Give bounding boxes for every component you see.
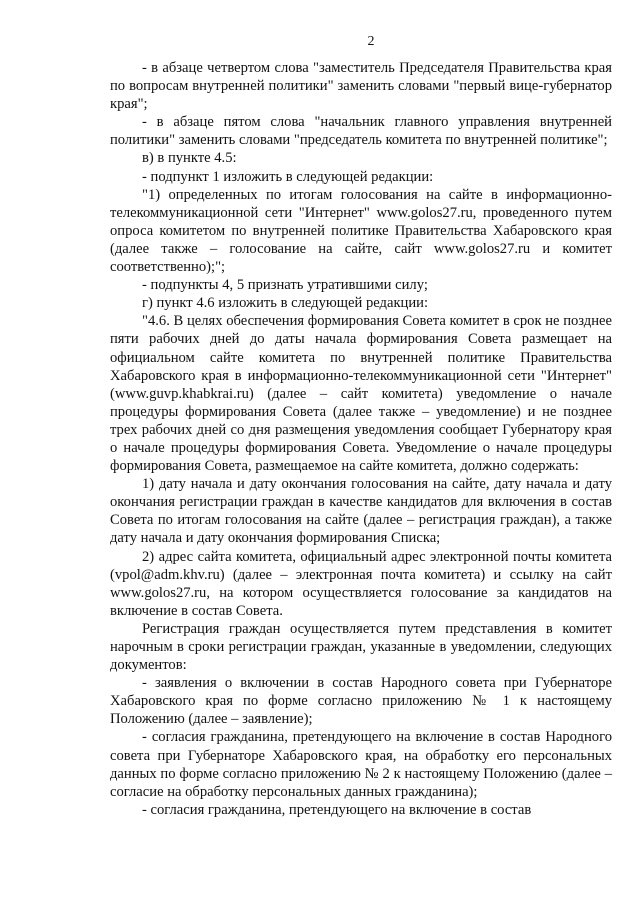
paragraph-11: Регистрация граждан осуществляется путем представления в комитет нарочным в сроки регистрации граждан, указанные в уведомлении, следующих документов: (110, 620, 612, 674)
paragraph-3: в) в пункте 4.5: (142, 150, 237, 167)
paragraph-12: - заявления о включении в состав Народного совета при Губернаторе Хабаровского края по форме согласно приложению № 1 к настоящему Положению (далее – заявление); (110, 675, 612, 728)
paragraph-2: - в абзаце пятом слова "начальник главного управления внутренней политики" заменить словами "председатель комитета по внутренней политике"; (110, 114, 612, 149)
page-number: 2 (367, 34, 375, 49)
paragraph-6: - подпункты 4, 5 признать утратившими силу; (142, 277, 428, 294)
paragraph-7: г) пункт 4.6 изложить в следующей редакции: (142, 295, 429, 312)
paragraph-8: "4.6. В целях обеспечения формирования Совета комитет в срок не позднее пяти рабочих дней до даты начала формирования Совета размещает на официальном сайте комитета по внутренней политике Правительства Хабаровского края в информационно-телекоммуникационной сети "Интернет" (www.guvp.khabkrai.ru) (далее – сайт комитета) уведомление о начале процедуры формирования Совета (далее также – уведомление) и не позднее трех рабочих дней со дня размещения уведомления сообщает Губернатору края о начале процедуры формирования Совета. Уведомление о начале процедуры формирования Совета, размещаемое на сайте комитета, должно содержать: (110, 313, 612, 475)
paragraph-4: - подпункт 1 изложить в следующей редакции: (142, 168, 434, 185)
paragraph-9: 1) дату начала и дату окончания голосования на сайте, дату начала и дату окончания регистрации граждан в качестве кандидатов для включения в состав Совета по итогам голосования на сайте (далее – регистрация граждан), а также дату начала и дату окончания формирования Списка; (110, 476, 612, 547)
paragraph-10: 2) адрес сайта комитета, официальный адрес электронной почты комитета (vpol@adm.khv.ru) (далее – электронная почта комитета) и ссылку на сайт www.golos27.ru, на котором осуществляется голосование за кандидатов на включение в состав Совета. (110, 548, 612, 619)
paragraph-13: - согласия гражданина, претендующего на включение в состав Народного совета при Губернаторе Хабаровского края, на обработку его персональных данных по форме согласно приложению № 2 к настоящему Положению (далее – согласие на обработку персональных данных гражданина); (110, 729, 612, 800)
paragraph-5: "1) определенных по итогам голосования на сайте в информационно-телекоммуникационной сети "Интернет" www.golos27.ru, проведенного путем опроса комитетом по внутренней политике Правительства Хабаровского края (далее также – голосование на сайте, сайт www.golos27.ru и комитет соответственно);"; (110, 186, 612, 276)
paragraph-14: - согласия гражданина, претендующего на включение в состав (142, 801, 532, 818)
paragraph-1: - в абзаце четвертом слова "заместитель Председателя Правительства края по вопросам внутренней политики" заменить словами "первый вице-губернатор края"; (110, 60, 612, 113)
